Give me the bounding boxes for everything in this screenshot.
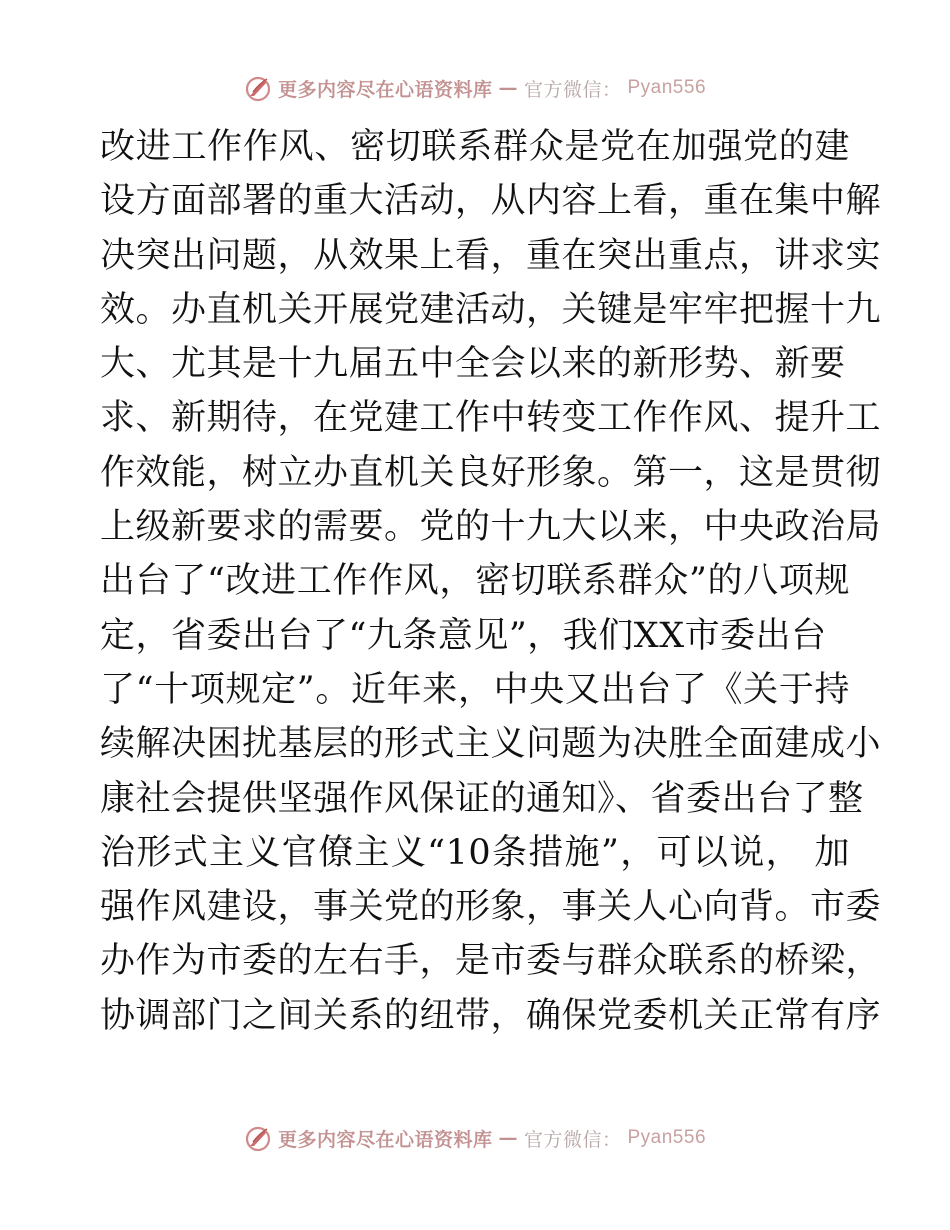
text-line: 上级新要求的需要。党的十九大以来，中央政治局	[100, 507, 882, 548]
watermark-wechat-label: 官方微信：	[523, 78, 622, 101]
text-line: 治形式主义官僚主义“10条措施”，可以说， 加	[100, 832, 850, 873]
text-line: 康社会提供坚强作风保证的通知》、省委出台了整	[100, 778, 864, 819]
watermark-wechat-id: Pyan556	[627, 77, 707, 98]
text-line: 求、新期待，在党建工作中转变工作作风、提升工	[100, 398, 882, 439]
text-line: 出台了“改进工作作风，密切联系群众”的八项规	[100, 561, 850, 602]
text-line: 定，省委出台了“九条意见”，我们XX市委出台	[100, 615, 827, 656]
text-line: 效。办直机关开展党建活动，关键是牢牢把握十九	[100, 289, 882, 330]
watermark-footer	[0, 1124, 950, 1152]
text-line: 了“十项规定”。近年来，中央又出台了《关于持	[100, 669, 850, 710]
watermark-site-name: 更多内容尽在心语资料库	[277, 78, 493, 101]
text-line: 续解决困扰基层的形式主义问题为决胜全面建成小	[100, 724, 882, 765]
text-line: 强作风建设，事关党的形象，事关人心向背。市委	[100, 887, 882, 928]
feather-logo-icon	[244, 74, 272, 102]
watermark-dash: —	[498, 1127, 518, 1149]
watermark-dash: —	[498, 77, 518, 99]
feather-logo-icon	[244, 1124, 272, 1152]
text-line: 改进工作作风、密切联系群众是党在加强党的建	[100, 127, 850, 167]
watermark-wechat-id: Pyan556	[627, 1127, 707, 1148]
text-line: 设方面部署的重大活动，从内容上看，重在集中解	[100, 181, 882, 222]
watermark-wechat-label: 官方微信：	[523, 1128, 622, 1151]
watermark-site-name: 更多内容尽在心语资料库	[277, 1128, 493, 1151]
text-line: 决突出问题，从效果上看，重在突出重点，讲求实	[100, 235, 882, 276]
text-line: 大、尤其是十九届五中全会以来的新形势、新要	[100, 344, 846, 385]
text-line: 办作为市委的左右手，是市委与群众联系的桥梁，	[100, 941, 882, 982]
body-paragraph	[100, 120, 882, 1043]
text-line: 协调部门之间关系的纽带，确保党委机关正常有序	[100, 995, 882, 1036]
text-line: 作效能，树立办直机关良好形象。第一，这是贯彻	[100, 452, 882, 493]
watermark-header	[0, 74, 950, 102]
